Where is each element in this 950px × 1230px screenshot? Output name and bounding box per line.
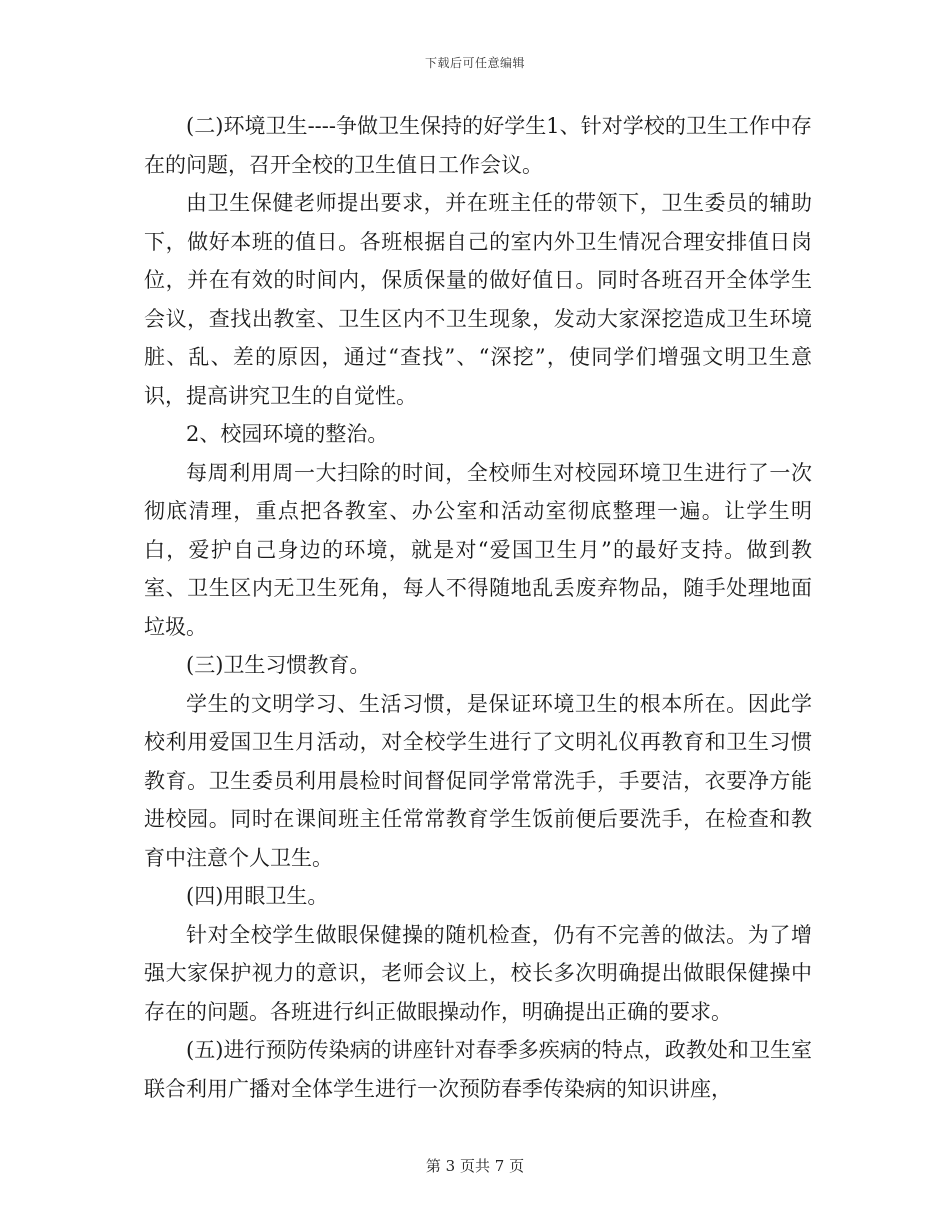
paragraph-eye-hygiene-heading: (四)用眼卫生。 [186,884,329,908]
paragraph-habit-education-heading: (三)卫生习惯教育。 [186,653,371,677]
page-header-note: 下载后可任意编辑 [424,56,525,70]
paragraph-duty-requirements: 由卫生保健老师提出要求，并在班主任的带领下，卫生委员的辅助下，做好本班的值日。各班根据自己的室内外卫生情况合理安排值日岗位，并在有效的时间内，保质保量的做好值日。同时各班召开全体学生会议，查找出教室、卫生区内不卫生现象，发动大家深挖造成卫生环境脏、乱、差的原因，通过“查找”、“深挖”，使同学们增强文明卫生意识，提高讲究卫生的自觉性。 [144,191,812,408]
paragraph-disease-prevention: (五)进行预防传染病的讲座针对春季多疾病的特点，政教处和卫生室联合利用广播对全体学生进行一次预防春季传染病的知识讲座， [144,1038,812,1101]
document-body [144,107,812,1108]
paragraph-habit-education: 学生的文明学习、生活习惯，是保证环境卫生的根本所在。因此学校利用爱国卫生月活动，对全校学生进行了文明礼仪再教育和卫生习惯教育。卫生委员利用晨检时间督促同学常常洗手，手要洁，衣要净方能进校园。同时在课间班主任常常教育学生饭前便后要洗手，在检查和教育中注意个人卫生。 [144,691,812,870]
paragraph-campus-cleanup-heading: 2、校园环境的整治。 [186,422,389,446]
paragraph-weekly-cleaning: 每周利用周一大扫除的时间，全校师生对校园环境卫生进行了一次彻底清理，重点把各教室、办公室和活动室彻底整理一遍。让学生明白，爱护自己身边的环境，就是对“爱国卫生月”的最好支持。做到教室、卫生区内无卫生死角，每人不得随地乱丢废弃物品，随手处理地面垃圾。 [144,460,812,639]
paragraph-eye-exercises: 针对全校学生做眼保健操的随机检查，仍有不完善的做法。为了增强大家保护视力的意识，老师会议上，校长多次明确提出做眼保健操中存在的问题。各班进行纠正做眼操动作，明确提出正确的要求。 [144,922,812,1024]
paragraph-environment-hygiene: (二)环境卫生----争做卫生保持的好学生1、针对学校的卫生工作中存在的问题，召开全校的卫生值日工作会议。 [144,114,812,177]
page-number: 第 3 页共 7 页 [425,1157,525,1175]
